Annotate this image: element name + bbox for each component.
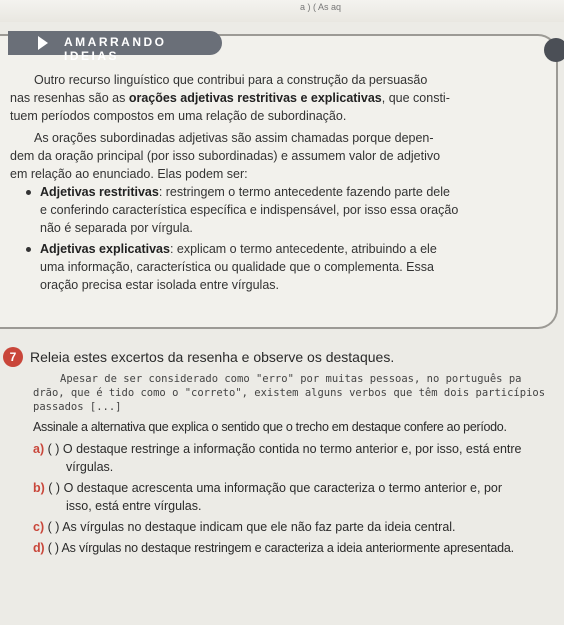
- bullet2-line1: Adjetivas explicativas: explicam o termo antecedente, atribuindo a ele: [40, 242, 437, 256]
- option-checkbox[interactable]: ( ): [47, 520, 60, 534]
- quote-line3: passados [...]: [33, 401, 122, 413]
- section-ribbon: [8, 31, 222, 63]
- exercise-number-badge: 7: [3, 347, 23, 367]
- option-checkbox[interactable]: ( ): [47, 541, 59, 555]
- para2-line2: dem da oração principal (por isso subordinadas) e assumem valor de adjetivo: [10, 149, 441, 163]
- para1-line2: nas resenhas são as orações adjetivas restritivas e explicativas, que consti-: [10, 91, 450, 105]
- option-letter: c): [33, 520, 45, 534]
- corner-circle-icon: [544, 38, 564, 62]
- option-b[interactable]: [33, 479, 502, 497]
- option-d[interactable]: [33, 539, 514, 557]
- para2-line1: As orações subordinadas adjetivas são assim chamadas porque depen-: [34, 131, 434, 145]
- option-checkbox[interactable]: ( ): [47, 442, 60, 456]
- play-arrow-icon: [38, 36, 48, 50]
- option-text: O destaque acrescenta uma informação que caracteriza o termo anterior e, por: [63, 481, 503, 495]
- para2-line3: em relação ao enunciado. Elas podem ser:: [10, 167, 248, 181]
- option-a-cont: vírgulas.: [66, 460, 114, 474]
- top-strip: [0, 0, 564, 22]
- option-c[interactable]: [33, 518, 456, 536]
- bullet1-line1: Adjetivas restritivas: restringem o termo antecedente fazendo parte dele: [40, 185, 450, 199]
- exercise-prompt: Assinale a alternativa que explica o sentido que o trecho em destaque confere ao período.: [33, 420, 507, 434]
- bullet-dot: [26, 247, 31, 252]
- section-title: AMARRANDO IDEIAS: [64, 35, 167, 63]
- option-letter: d): [33, 541, 45, 555]
- option-b-cont: isso, está entre vírgulas.: [66, 499, 202, 513]
- para1-line1: Outro recurso linguístico que contribui para a construção da persuasão: [34, 73, 428, 87]
- bullet1-line3: não é separada por vírgula.: [40, 221, 193, 235]
- option-letter: a): [33, 442, 45, 456]
- top-strip-text: a ) ( As aq: [300, 2, 342, 12]
- bullet-dot: [26, 190, 31, 195]
- option-checkbox[interactable]: ( ): [48, 481, 61, 495]
- option-text: O destaque restringe a informação contida no termo anterior e, por isso, está entre: [62, 442, 522, 456]
- option-text: As vírgulas no destaque restringem e caracteriza a ideia anteriormente apresentada.: [61, 541, 514, 555]
- bullet2-line2: uma informação, característica ou qualidade que o complementa. Essa: [40, 260, 434, 274]
- option-letter: b): [33, 481, 45, 495]
- quote-line2: drão, que é tido como o "correto", existem alguns verbos que têm dois particípios: [33, 387, 546, 399]
- bullet2-line3: oração precisa estar isolada entre vírgulas.: [40, 278, 280, 292]
- exercise-instruction: Releia estes excertos da resenha e observe os destaques.: [30, 349, 395, 365]
- bullet1-line2: e conferindo característica específica e indispensável, por isso essa oração: [40, 203, 459, 217]
- option-text: As vírgulas no destaque indicam que ele não faz parte da ideia central.: [62, 520, 456, 534]
- option-a[interactable]: [33, 440, 522, 458]
- para1-line3: tuem períodos compostos em uma relação de subordinação.: [10, 109, 347, 123]
- quote-line1: Apesar de ser considerado como "erro" por muitas pessoas, no português pa: [60, 373, 522, 385]
